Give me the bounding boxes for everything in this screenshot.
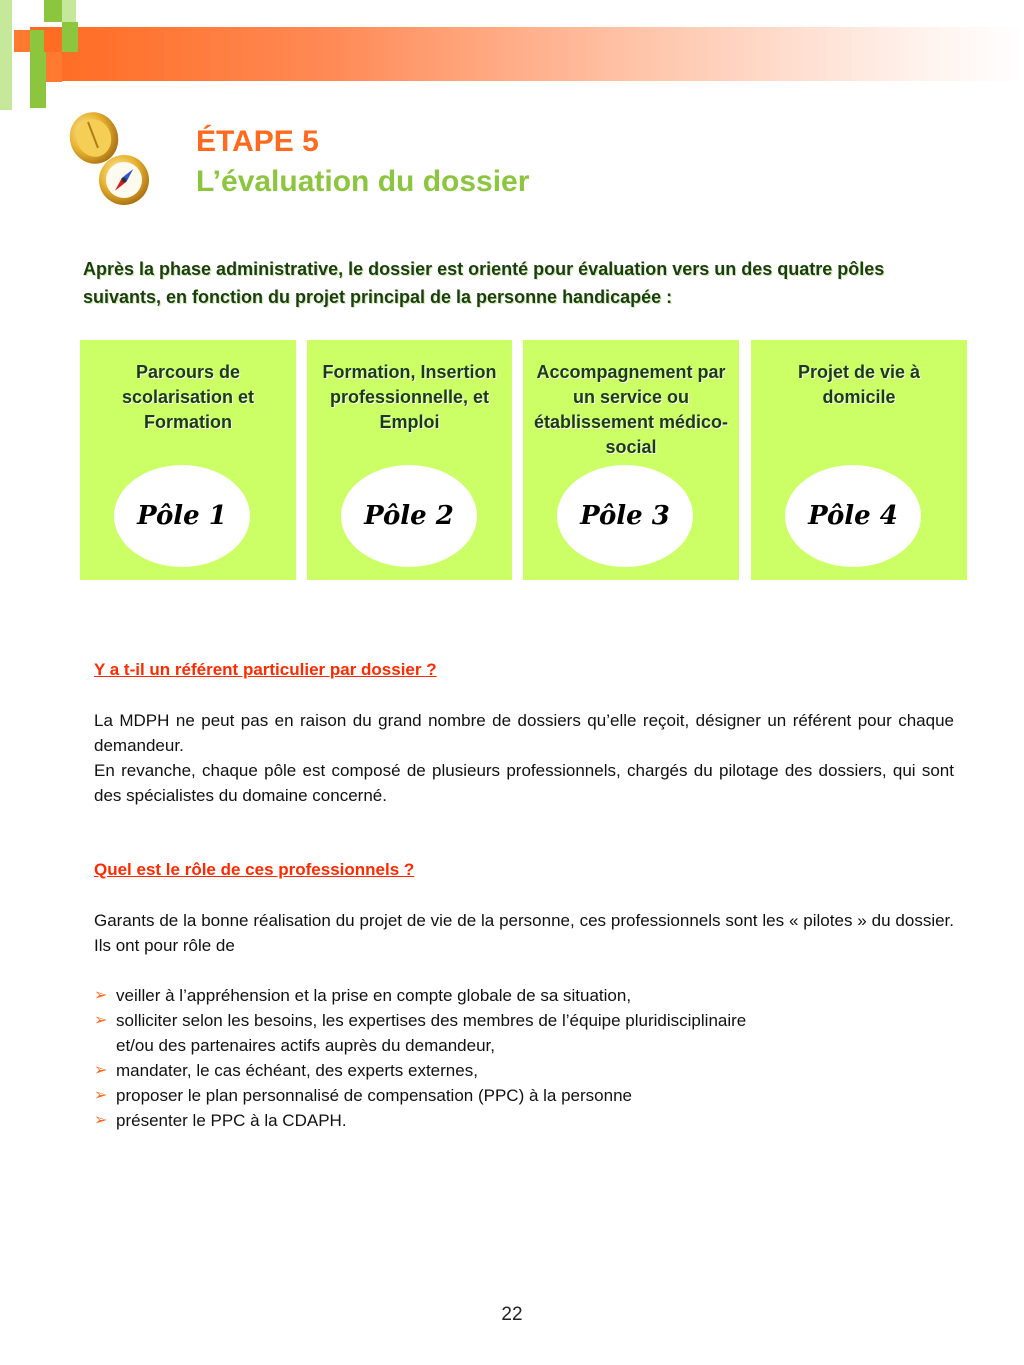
step-title: ÉTAPE 5	[196, 125, 319, 158]
paragraph-pole-composition: En revanche, chaque pôle est composé de plusieurs professionnels, chargés du pilotage des dossiers, qui sont des spécialistes du domaine concerné.	[94, 761, 954, 805]
pole-card-4	[751, 340, 967, 580]
list-item: ➢ proposer le plan personnalisé de compensation (PPC) à la personne	[94, 1083, 954, 1108]
pole-badge	[785, 465, 921, 567]
pole-name: Pôle 2	[364, 501, 454, 531]
pole-description: Accompagnement par un service ou établissement médico-social	[533, 362, 729, 457]
page-number: 22	[501, 1304, 523, 1325]
arrow-bullet-icon: ➢	[94, 987, 108, 1004]
list-item: ➢ veiller à l’appréhension et la prise en compte globale de sa situation,	[94, 983, 954, 1008]
list-item: ➢ mandater, le cas échéant, des experts externes,	[94, 1058, 954, 1083]
header-gradient-band	[30, 27, 1024, 81]
paragraph-mdph: La MDPH ne peut pas en raison du grand nombre de dossiers qu’elle reçoit, désigner un référent pour chaque demandeur.	[94, 711, 954, 755]
pole-description: Projet de vie à domicile	[797, 362, 921, 407]
pole-name: Pôle 4	[808, 501, 898, 531]
arrow-bullet-icon: ➢	[94, 1062, 108, 1079]
pole-card-3	[523, 340, 739, 580]
pole-badge	[341, 465, 477, 567]
list-item: ➢ solliciter selon les besoins, les expertises des membres de l’équipe pluridisciplinaire et/ou des partenaires actifs auprès du demandeur,	[94, 1008, 756, 1058]
pole-badge	[557, 465, 693, 567]
paragraph-garants: Garants de la bonne réalisation du projet de vie de la personne, ces professionnels sont les « pilotes » du dossier. Ils ont pour rôle de	[94, 911, 954, 955]
step-subtitle: L’évaluation du dossier	[196, 165, 530, 198]
arrow-bullet-icon: ➢	[94, 1112, 108, 1129]
pole-card-2	[307, 340, 512, 580]
role-bullet-list	[94, 983, 954, 1133]
pole-description: Formation, Insertion professionnelle, et Emploi	[322, 362, 497, 432]
question-role: Quel est le rôle de ces professionnels ?	[94, 860, 415, 879]
arrow-bullet-icon: ➢	[94, 1087, 108, 1104]
pole-description: Parcours de scolarisation et Formation	[121, 362, 255, 432]
list-item: ➢ présenter le PPC à la CDAPH.	[94, 1108, 954, 1133]
pole-name: Pôle 1	[137, 501, 227, 531]
pole-badge	[114, 465, 250, 567]
pole-card-1	[80, 340, 296, 580]
question-referent: Y a t-il un référent particulier par dossier ?	[94, 660, 437, 679]
intro-text: Après la phase administrative, le dossier est orienté pour évaluation vers un des quatre pôles suivants, en fonction du projet principal de la personne handicapée :	[83, 259, 885, 307]
compass-icon	[68, 108, 158, 208]
pole-name: Pôle 3	[580, 501, 670, 531]
arrow-bullet-icon: ➢	[94, 1012, 108, 1029]
